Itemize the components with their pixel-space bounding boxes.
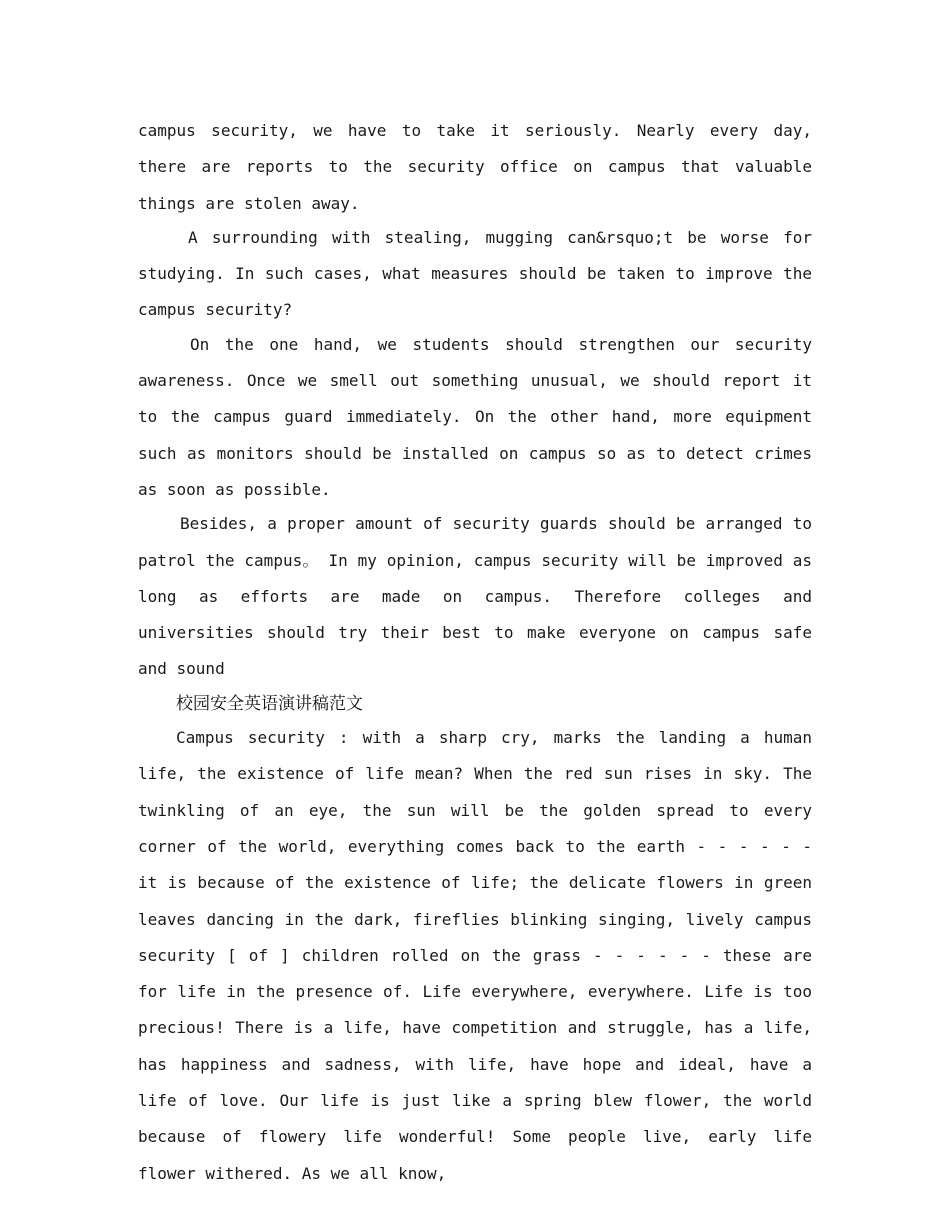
paragraph-campus-security-speech: Campus security : with a sharp cry, marks the landing a human life, the existence of life mean? When the red sun rises in sky. The twinkling of an eye, the sun will be the golden spread to every corner of the world, everything comes back to the earth - - - - - - it is because of the existence of life; the delicate flowers in green leaves dancing in the dark, fireflies blinking singing, lively campus security [ of ] children rolled on the grass - - - - - - these are for life in the presence of. Life everywhere, everywhere. Life is too precious! There is a life, have competition and struggle, has a life, has happiness and sadness, with life, have hope and ideal, have a life of love. Our life is just like a spring blew flower, the world because of flowery life wonderful! Some people live, early life flower withered. As we all know, (138, 728, 812, 1183)
paragraph-surrounding-stealing: A surrounding with stealing, mugging can&rsquo;t be worse for studying. In such cases, what measures should be taken to improve the campus security? (138, 227, 812, 320)
section-heading: 校园安全英语演讲稿范文 (176, 693, 363, 714)
paragraph-besides: Besides, a proper amount of security guards should be arranged to patrol the campus。 In my opinion, campus security will be improved as long as efforts are made on campus. Therefore colleges and universities should try their best to make everyone on campus safe and sound (138, 514, 812, 679)
paragraph-one-hand: On the one hand, we students should strengthen our security awareness. Once we smell out something unusual, we should report it to the campus guard immediately. On the other hand, more equipment such as monitors should be installed on campus so as to detect crimes as soon as possible. (138, 334, 812, 499)
document-body (138, 113, 812, 1190)
paragraph-campus-security-intro: campus security, we have to take it seriously. Nearly every day, there are reports to the security office on campus that valuable things are stolen away. (138, 121, 812, 213)
